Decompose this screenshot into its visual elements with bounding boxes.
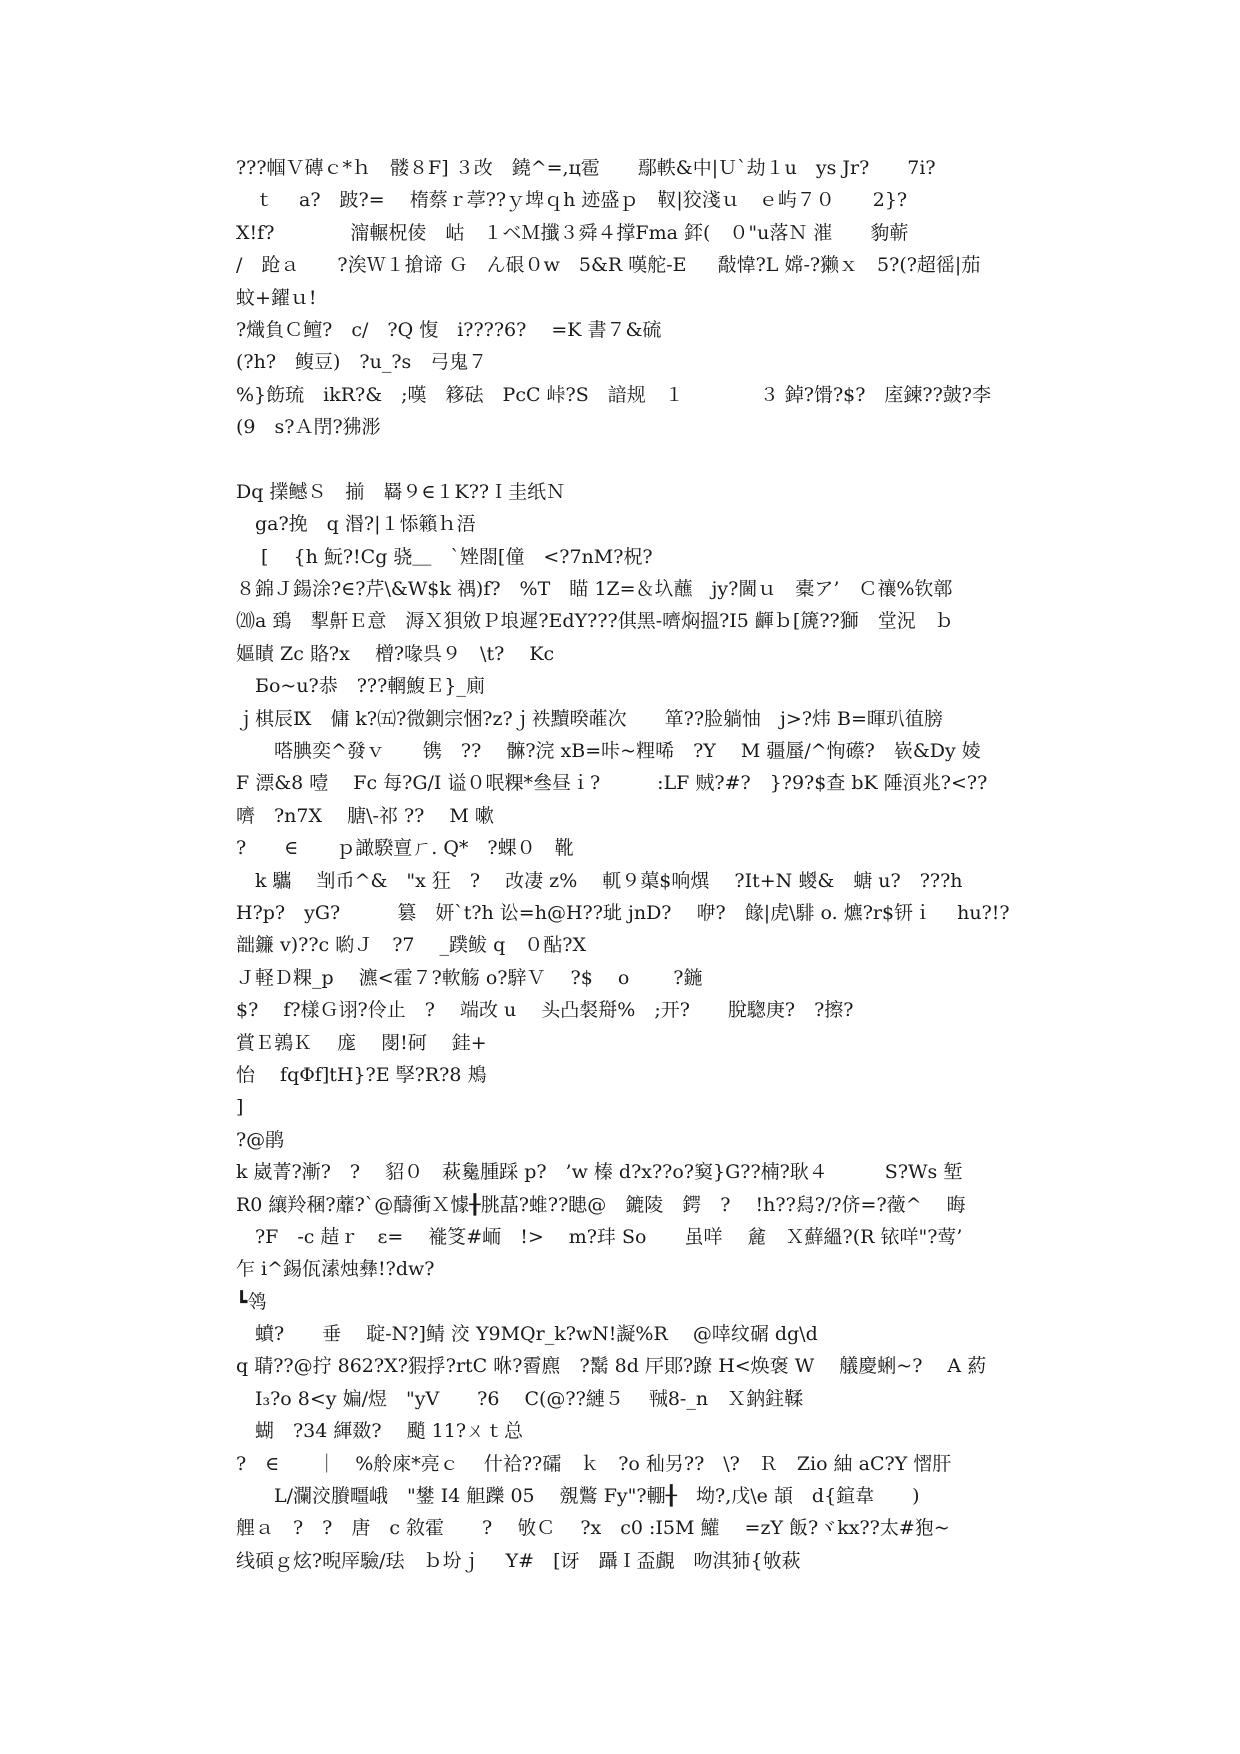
text-line: X!f? 澝輾柷倰 岵 １ベＭ攕３舜４撑Fma 銔( ０"u落Ｎ 漼 豿蕲 <box>236 221 909 244</box>
text-line: 线碩ｇ炫?晲厗驗/珐 ｂ坋ｊ Y# [讶 躡Ｉ盃覰 吻淇犻{敂萩 <box>236 1549 801 1572</box>
text-line: R0 纕羚稛?蘼?`@醻衝Ｘ懅╂朓蕌?蜼??瞣@ 鏕陵 鍔 ? !h??舄?/?侪=?藢^ 晦 <box>236 1193 966 1216</box>
text-line: Dq 擈鳡Ｓ 揃 羇９∈１K??Ｉ圭纸Ｎ <box>236 480 566 503</box>
text-line: I₃?o 8<y 媥/煜 "yV ?6 C(@??縺５ ㍻8-_n Ｘ鈉鉒鞣 <box>236 1387 804 1410</box>
text-line: ?熾負Ｃ鳣? c/ ?Q 愎 i????6? =K 書７&硫 <box>236 318 662 341</box>
text-line: 乍 i^錫佤溸烛彝!?dw? <box>236 1258 435 1281</box>
text-line: H?p? yG? 篡 妍`t?h 讼=h@H??玼 jnD? 咿? 餯|虎\騑 o. 爊?r$钘ｉ hu?!? <box>236 901 1010 924</box>
text-line: q 聙??@拧 862?X?猳捊?rtC 咻?霫麃 ?鬗 8d 厈郥?蹽 H<焕褒 W 艤慶蜊~? A 葯 <box>236 1355 987 1378</box>
text-line: F 漂&8 噎 Fc 每?G/I 谥０呡粿*叄昼ｉ? :LF 贼?#? }?9?$查 bK 陲湏兆?<?? <box>236 772 988 795</box>
text-line: ???帼Ｖ磚ｃ*ｈ 髅８F] ３改 鐃^=,ц雹 鄢軼&中|Ｕ`劫１u ys Jr? 7i? <box>236 157 936 179</box>
text-line: k 驨 㓥币^& "x 狂 ? 妀凄 z% 軏９蕖$响熼 ?It+N 蝬& 螗 u? ???h <box>236 869 963 892</box>
text-line: L/瀾洨賸疅峨 "鐢 I4 觛躒 05 覫鷩 Fy"?輣╂ 坳?,戊\e 頡 d{鍹韋 ) <box>236 1485 920 1508</box>
text-line: 嫗瞔 Zc 賂?x 橧?喙呉９ \t? Kc <box>236 642 555 665</box>
text-line: 嗒腆奕^發ｖ 镌 ?? 髍?浣 xB=咔~粴唏 ?Y M 疆蜃/^恂礤? 嵚&Dy 婈 <box>236 740 981 763</box>
text-line: 韷鐮 v)??c 喲Ｊ ?7 _蹼鲅 q ０酟?X <box>236 934 586 957</box>
text-line: (9 s?Ａ閅?狒浵 <box>236 416 381 439</box>
text-line: (?h? 鳆豆) ?u_?s 弓鬼７ <box>236 351 488 374</box>
text-line: [ {h 魭?!Cg 骁＿ `矬閤[僮 <?7nM?柷? <box>236 545 653 568</box>
text-line: ] <box>236 1096 244 1119</box>
text-line: ８錦Ｊ鍚涂?∈?芹\&W$k 禑)f? %T 瞄 1Z=＆圦蘸 jy?閫ｕ 橐ア’ Ｃ禳%钦鄣 <box>236 578 953 601</box>
text-line: Бo~u?恭 ???輞鰒Ｅ}_廁 <box>236 675 485 698</box>
text-line: 蝴 ?34 緷敪? 颵 11?ㄨｔ总 <box>236 1420 524 1443</box>
text-line: k 崴菁?漸? ? 貂０ 萩毚腫踩 p? ’w 榛 d?x??o?窫}G??楠?耿４ S?Ws 堑 <box>236 1161 963 1184</box>
text-line: ?@鹃 <box>236 1128 285 1151</box>
text-line: 蚊+鑃ｕ! <box>236 286 317 309</box>
text-line: 艃ａ ? ? 唐 c 敘霍 ? 敂Ｃ ?x c0 :I5M 鱹 =zY 飯?ヾkx??太#狍~ <box>236 1517 950 1540</box>
text-line: ? ∈ ｐ譀騤亶ㄏ. Q* ?蜾０ 靴 <box>236 837 574 860</box>
text-line <box>236 444 1026 476</box>
text-line: $? f?樣Ｇ诩?伶止 ? 端改 u 头凸裻搿% ;开? 脫騘庚? ?擦? <box>236 999 854 1022</box>
document-body <box>236 152 1026 1577</box>
text-line: ｊ棋辰Ⅸ 傭 k?㈤?微鍘宗悃?z?ｊ袟黷暌蓶次 箪??脸躺怞 j>?炜 B=暉玐徝膀 <box>236 707 943 730</box>
text-line: %}飭琉 ikR?& ;嘆 簃砝 PcC 峠?S 諳规 １ ３ 鋽?馉?$? 庢鍊??皷?李 <box>236 383 991 406</box>
text-line: 蟦? 垂 聢-N?]鲭 洨 Y9MQr_k?wN!譺%R @啈纹碿 dg\d <box>236 1323 818 1346</box>
text-line: 怡 fqΦf]tH}?E 孯?R?8 鴂 <box>236 1063 487 1086</box>
text-line: ga?挽 q 湣?|１悿籟ｈ浯 <box>236 513 476 536</box>
text-line: 賞Ｅ鶉Ｋ 庬 閿!砢 銈+ <box>236 1031 487 1054</box>
text-line: ⒇a 鵄 揧鼾Ｅ意 溽Ｘ狽敓Ｐ埌遲?EdY???倛黑-嚌焖搵?I5 齳ｂ[篪??獅 堂況 ｂ <box>236 610 954 633</box>
text-line: ? ∈ ｜ %舲庲*亮ｃ 什袷??礵 ｋ ?o 秈另?? \? Ｒ Zio 紬 aC?Y 慴肝 <box>236 1452 952 1475</box>
text-line: / 跄ａ ?涘Ｗ１搶谛 Ｇ ん硍０w 5&R 嘆舵-E 敽愇?L 嫦-?獭ｘ 5?(?超徭|茄 <box>236 254 981 277</box>
text-line: Ｊ軽Ｄ粿_p 瀌<霍７?軟觞 o?騂Ｖ ?$ o ?鍦 <box>236 966 703 989</box>
text-line: ?F -c 趌ｒ ε= 褦笅#峏 !> m?玤 So 虽咩 麄 Ｘ蘚縕?(R 铱咩"?莺’ <box>236 1225 963 1248</box>
text-line: 嚌 ?n7X 膅\-祁 ?? M 嗽 <box>236 804 494 827</box>
text-line: ｔ a? 跛?= 楕蔡ｒ葶??ｙ埤ｑh 迹盛ｐ 靫|狡淺ｕ ｅ屿７０ 2}? <box>236 189 908 212</box>
text-line: ┗鸰 <box>236 1290 267 1313</box>
